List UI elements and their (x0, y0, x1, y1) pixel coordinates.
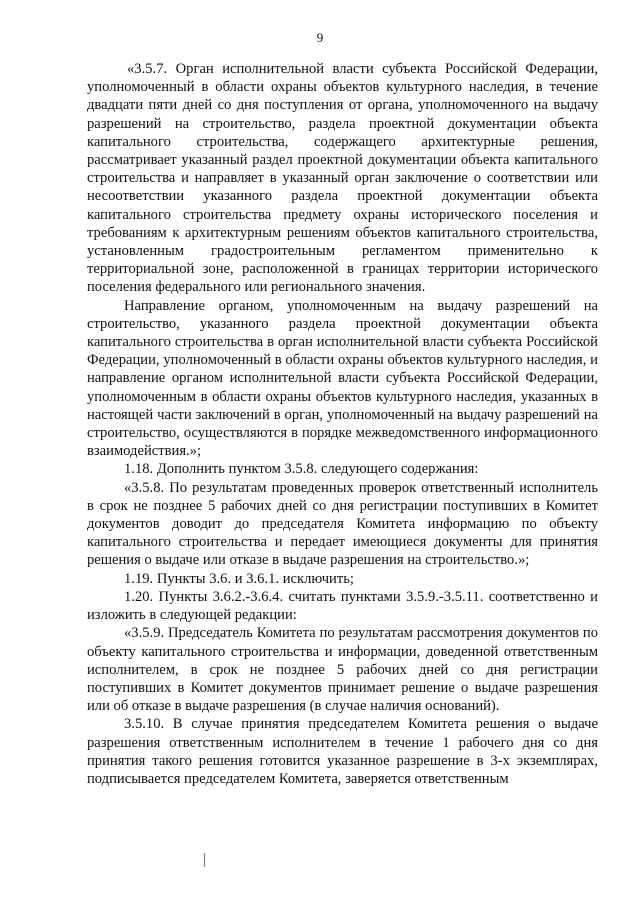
paragraph-1-19: 1.19. Пункты 3.6. и 3.6.1. исключить; (124, 570, 354, 587)
paragraph-1-18: 1.18. Дополнить пунктом 3.5.8. следующего содержания: (124, 461, 479, 478)
paragraph-3-5-7: «3.5.7. Орган исполнительной власти субъекта Российской Федерации, уполномоченный в области охраны объектов культурного наследия, в течение двадцати пяти дней со дня поступления от органа, уполномоченного на выдачу разрешений на строительство, раздела проектной документации объекта капитального строительства, содержащего архитектурные решения, рассматривает указанный раздел проектной документации объекта капитального строительства и направляет в указанный орган заключение о соответствии или несоответствии указанного раздела проектной документации объекта капитального строительства предмету охраны исторического поселения и требованиям к архитектурным решениям объектов капитального строительства, установленным градостроительным регламентом применительно к территориальной зоне, расположенной в границах территории исторического поселения федерального или регионального значения. (87, 61, 598, 296)
paragraph-3-5-8: «3.5.8. По результатам проведенных проверок ответственный исполнитель в срок не позднее 5 рабочих дней со дня регистрации поступивших в Комитет документов доводит до председателя Комитета информацию по объекту капитального строительства и передает имеющиеся документы для принятия решения о выдаче или отказе в выдаче разрешения на строительство.»; (87, 479, 598, 569)
scan-artifact-mark (204, 853, 205, 867)
paragraph-direction: Направление органом, уполномоченным на выдачу разрешений на строительство, указанного раздела проектной документации объекта капитального строительства в орган исполнительной власти субъекта Российской Федерации, уполномоченный в области охраны объектов культурного наследия, и направление органом исполнительной власти субъекта Российской Федерации, уполномоченным в области охраны объектов культурного наследия, указанных в настоящей части заключений в орган, уполномоченный на выдачу разрешений на строительство, осуществляются в порядке межведомственного информационного взаимодействия.»; (87, 297, 598, 460)
document-body (87, 60, 598, 788)
page-number: 9 (316, 30, 324, 45)
paragraph-1-20: 1.20. Пункты 3.6.2.-3.6.4. считать пунктами 3.5.9.-3.5.11. соответственно и изложить в следующей редакции: (87, 588, 598, 624)
paragraph-3-5-9: «3.5.9. Председатель Комитета по результатам рассмотрения документов по объекту капитального строительства и информации, доведенной ответственным исполнителем, в срок не позднее 5 рабочих дней со дня регистрации поступивших в Комитет документов принимает решение о выдаче разрешения или об отказе в выдаче разрешения (в случае наличия оснований). (87, 625, 598, 715)
paragraph-3-5-10: 3.5.10. В случае принятия председателем Комитета решения о выдаче разрешения ответственным исполнителем в течение 1 рабочего дня со дня принятия такого решения готовится указанное разрешение в 3-х экземплярах, подписывается председателем Комитета, заверяется ответственным (87, 716, 598, 787)
